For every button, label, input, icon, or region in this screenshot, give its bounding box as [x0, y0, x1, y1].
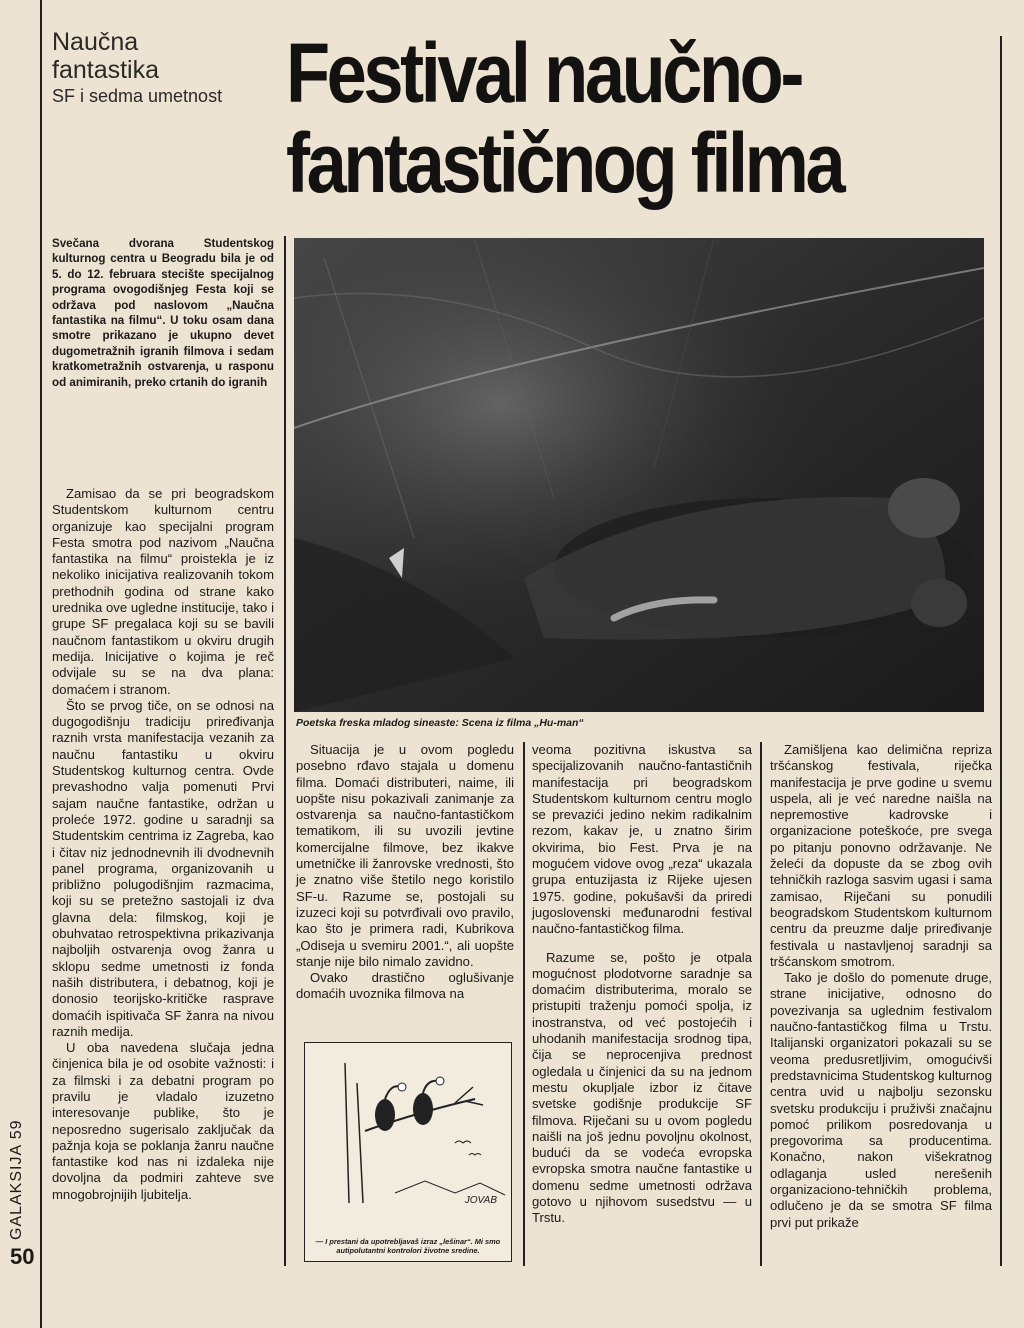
lead-paragraph: Svečana dvorana Studentskog kulturnog centra u Beogradu bila je od 5. do 12. februara stecište specijalnog programa ovogodišnjeg Festa koji se održava pod naslovom „Naučna fantastika na filmu“. U toku osam dana smotre prikazano je ukupno devet dugometražnih igranih filmova i sedam kratkometražnih ostvarenja, u rasponu od animiranih, preko crtanih do igranih [52, 237, 274, 389]
paragraph: Zamišljena kao delimična repriza tršćanskog festivala, riječka manifestacija je prve godine u svemu uspela, ali je već naredne naišla na nepremostive kadrovske i organizacione poteškoće, pre svega po pitanju ponovno održavanje. Ne želeći da dopuste da se zbog ovih tehničkih razloga sasvim ugasi i sama zamisao, Riječani su ponudili beogradskom Studentskom kulturnom centru da preuzme dalje priređivanje festivala u nastavljenoj saradnji sa tršćanskom smotrom. [770, 742, 992, 969]
paragraph: veoma pozitivna iskustva sa specijalizovanih naučno-fantastičnih manifestacija pri beogradskom Studentskom kulturnom centru moglo se prevazići jedino nekim radikalnim rezom, kakav je, u znatno širim okvirima, bio Fest. Prva je na mogućem vidove ovog „reza“ ukazala grupa entuzijasta iz Rijeke ujesen 1975. godine, pokušavši da priredi jugoslovenski međunarodni festival naučno-fantastičkog filma. [532, 742, 752, 937]
headline-line-1: Festival naučno- [286, 26, 801, 120]
headline-line-2: fantastičnog filma [286, 116, 843, 210]
cartoon-box [304, 1042, 512, 1262]
cartoon-caption: — I prestani da upotrebljavaš izraz „lešinar“. Mi smo autipolutantni kontrolori životne sredine. [315, 1237, 501, 1255]
paragraph: Razume se, pošto je otpala mogućnost plodotvorne saradnje sa domaćim distributerima, moralo se pristupiti traženju pomoći spolja, iz inostranstva, od već postojećih i uhodanih manifestacija srodnog tipa, čija se neprocenjiva prednost ogledala u činjenici da su na jednom mestu okupljale izbor iz čitave svetske godišnje produkcije SF filmova. Riječani su u ovom pogledu naišli na još jednu povoljnu okolnost, budući da se vodeća evropska evropska smotra naučne fantastike u domenu sedme umetnosti održava gotovo u njihovom susedstvu — u Trstu. [532, 949, 752, 1226]
film-still-photo [294, 238, 984, 712]
column-rule-1 [284, 236, 286, 1266]
film-still-image [294, 238, 984, 712]
text-column-4 [770, 742, 992, 1231]
photo-caption: Poetska freska mladog sineaste: Scena iz filma „Hu-man“ [296, 717, 584, 729]
paragraph: Tako je došlo do pomenute druge, strane inicijative, odnosno do povezivanja sa uglednim festivalom naučno-fantastičkog filma u Trstu. Italijanski organizatori pokazali su se veoma predusretljivim, omogućivši predstavnicima Studentskog kulturnog centra uvid u najbolju sezonsku svetsku produkciju i pruživši značajnu pomoć prilikom posredovanja u pregovorima sa producentima. Konačno, nakon višekratnog odlaganja usled nerešenih organizaciono-tehničkih problema, odlučeno je da se smotra SF filma prvi put prikaže [770, 970, 992, 1230]
section-subtitle: SF i sedma umetnost [52, 86, 223, 106]
article-headline [286, 28, 888, 208]
section-heading [52, 28, 282, 108]
page-number: 50 [10, 1244, 35, 1269]
column-rule-2 [523, 742, 525, 1266]
paragraph: U oba navedena slučaja jedna činjenica bila je od osobite važnosti: i za filmski i za debatni program po pravilu je vladalo izuzetno interesovanje publike, što je neposredno sugerisalo zaključak da pažnja koja se poklanja žanru naučne fantastike kod nas ni izdaleka nije dovoljna da podmiri zahteve sve mnogobrojnijih ljubitelja. [52, 1040, 274, 1202]
magazine-issue-label: GALAKSIJA 59 [8, 1119, 25, 1240]
paragraph: Zamisao da se pri beogradskom Studentskom kulturnom centru organizuje kao specijalni program Festa smotra pod nazivom „Naučna fantastika na filmu“ proistekla je iz nekoliko inicijativa realizovanih tokom prethodnih godina od strane kako urednika ove ugledne institucije, tako i grupe SF pregalaca koji su se bavili naučnom fantastikom u okviru drugih medija. Inicijative o kojima je reč odvijale su se na dva plana: domaćem i stranom. [52, 486, 274, 697]
text-column-2 [296, 742, 514, 1003]
vultures-cartoon [305, 1043, 511, 1213]
section-title: Naučna [52, 28, 139, 56]
paragraph: Što se prvog tiče, on se odnosi na dugogodišnju tradiciju priređivanja raznih vrsta manifestacija vezanih za naučnu fantastiku u okviru Studentskog kulturnog centra. Ovde prevashodno valja pomenuti Prvi sajam naučne fantastike, održan u proleće 1972. godine u saradnji sa Studentskim centrima iz Zagreba, kao i čitav niz jednodnevnih ili dvodnevnih panel programa, organizovanih u približno polugodišnjim razmacima, koji su se pretežno sastojali iz dva glavna dela: filmskog, koji je obuhvatao retrospektivna prikazivanja najboljih ostvarenja ovog žanra u sklopu sedme umetnosti iz fonda naših distributera, i debatnog, koji je donosio teorijsko-kritičke rasprave domaćih ispitivača SF žanra na nivou raznih medija. [52, 697, 274, 1039]
cartoon-signature: JOVAB [464, 1195, 497, 1206]
paragraph: Situacija je u ovom pogledu posebno rđavo stajala u domenu filma. Domaći distributeri, naime, ili uopšte nisu pokazivali zanimanje za ostvarenja sa naučno-fantastičkom tematikom, ili su uvozili jevtine komercijalne filmove, bez ikakve umetničke ili žanrovske vrednosti, što je znatno više štetilo nego koristilo SF-u. Razume se, postojali su izuzeci koji su potvrđivali ovo pravilo, kao što je primera radi, Kubrikova „Odiseja u svemiru 2001.“, ali uopšte stanje nije bilo nimalo zavidno. [296, 742, 514, 969]
paragraph: Ovako drastično oglušivanje domaćih uvoznika filmova na [296, 970, 514, 1002]
text-column-1 [52, 486, 274, 1203]
column-rule-3 [760, 742, 762, 1266]
right-margin-rule [1000, 36, 1002, 1266]
text-column-3 [532, 742, 752, 1227]
left-margin-rule [40, 0, 42, 1328]
section-title-2: fantastika [52, 56, 160, 84]
